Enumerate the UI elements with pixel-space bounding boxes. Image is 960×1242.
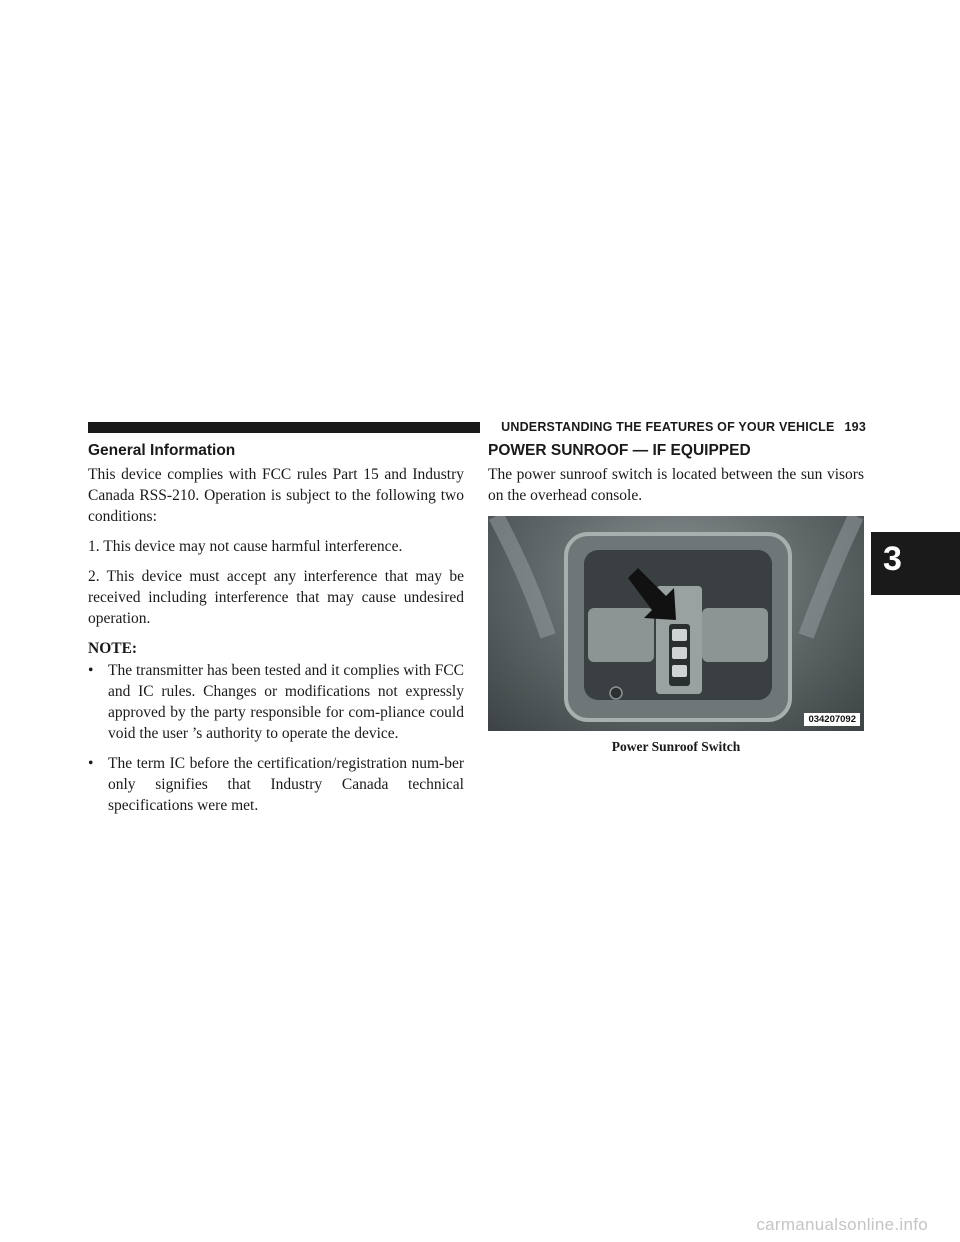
bullet-icon: • <box>88 662 94 679</box>
page-header <box>88 421 866 435</box>
list-item <box>88 753 464 816</box>
bullet-text: The term IC before the certification/registration num-ber only signifies that Industry Canada technical specifications were met. <box>108 755 464 814</box>
bullet-icon: • <box>88 755 94 772</box>
paragraph-fcc-compliance: This device complies with FCC rules Part 15 and Industry Canada RSS-210. Operation is subject to the following two conditions: <box>88 466 464 525</box>
bullet-text: The transmitter has been tested and it complies with FCC and IC rules. Changes or modifications not expressly approved by the party responsible for com-pliance could void the user ’s authority to operate the device. <box>108 662 465 742</box>
list-item <box>88 660 464 744</box>
note-bullet-list <box>88 660 464 816</box>
paragraph-condition-1: 1. This device may not cause harmful interference. <box>88 538 403 555</box>
header-title-text: UNDERSTANDING THE FEATURES OF YOUR VEHICLE <box>501 420 835 434</box>
image-code-label: 034207092 <box>804 713 860 726</box>
watermark: carmanualsonline.info <box>756 1215 928 1234</box>
left-column <box>88 440 464 825</box>
paragraph-condition-2: 2. This device must accept any interference that may be received including interference that may cause undesired operation. <box>88 568 464 627</box>
page-number: 193 <box>844 420 866 434</box>
header-title <box>501 420 866 434</box>
chapter-tab <box>871 532 960 595</box>
paragraph-sunroof-location: The power sunroof switch is located between the sun visors on the overhead console. <box>488 466 864 504</box>
right-column <box>488 440 864 755</box>
section-heading-power-sunroof: POWER SUNROOF — IF EQUIPPED <box>488 442 751 459</box>
sunroof-switch-photo <box>488 516 864 731</box>
overhead-console-illustration <box>488 516 864 731</box>
chapter-number: 3 <box>883 540 902 578</box>
note-label: NOTE: <box>88 640 138 657</box>
header-bar <box>88 422 480 433</box>
figure-caption: Power Sunroof Switch <box>611 739 741 754</box>
section-heading-general-information: General Information <box>88 442 236 459</box>
